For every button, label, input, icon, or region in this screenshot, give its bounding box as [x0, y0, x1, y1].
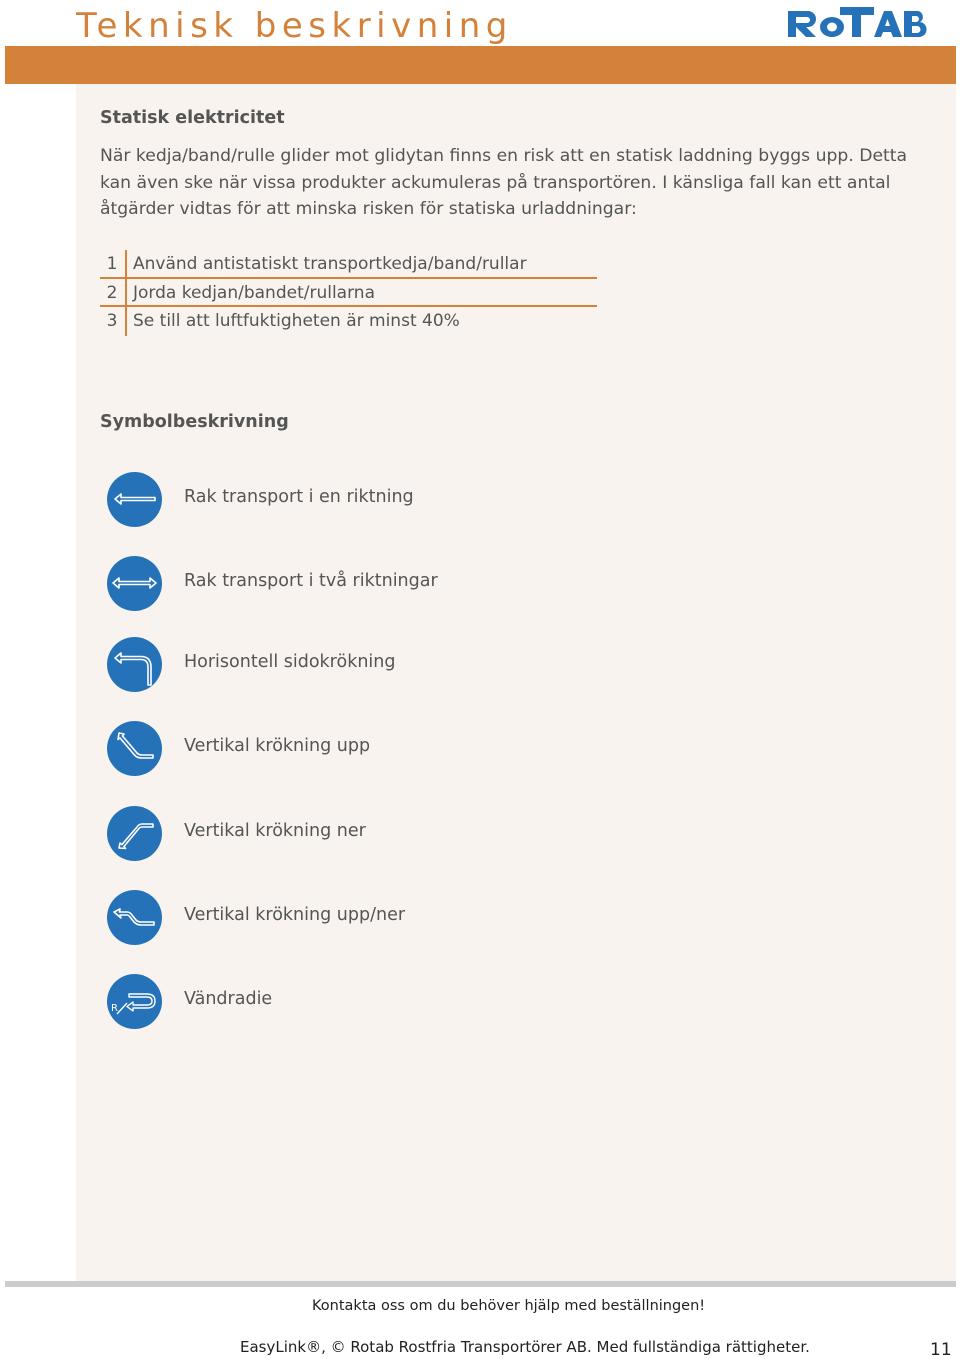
symbol-row — [107, 890, 807, 946]
symbol-label: Vertikal krökning ner — [184, 821, 366, 841]
symbol-label: Rak transport i två riktningar — [184, 571, 438, 591]
logo-text: ROTAB — [788, 5, 792, 6]
straight-one-way-icon — [107, 472, 162, 527]
static-electricity-heading: Statisk elektricitet — [100, 108, 285, 128]
step-text: Jorda kedjan/bandet/rullarna — [133, 282, 375, 303]
footer-copyright: EasyLink®, © Rotab Rostfria Transportörer AB. Med fullständiga rättigheter. — [240, 1338, 810, 1356]
footer-divider — [5, 1281, 956, 1287]
step-divider — [125, 250, 127, 277]
symbols-heading: Symbolbeskrivning — [100, 412, 289, 432]
rotab-logo — [788, 5, 933, 39]
symbol-row — [107, 472, 807, 528]
horizontal-curve-icon — [107, 637, 162, 692]
symbol-label: Vändradie — [184, 989, 273, 1009]
symbol-row — [107, 556, 807, 612]
symbol-row — [107, 721, 807, 777]
step-item — [100, 250, 597, 279]
step-item — [100, 279, 597, 308]
header-bar — [5, 46, 956, 84]
step-item — [100, 307, 597, 336]
symbol-label: Rak transport i en riktning — [184, 487, 414, 507]
step-number: 1 — [106, 254, 118, 274]
page-number: 11 — [930, 1340, 952, 1359]
symbol-label: Vertikal krökning upp/ner — [184, 905, 406, 925]
step-text: Använd antistatiskt transportkedja/band/rullar — [133, 254, 527, 274]
straight-two-way-icon — [107, 556, 162, 611]
step-number: 3 — [106, 311, 118, 331]
radius-glyph: R — [111, 1003, 118, 1014]
turn-radius-icon — [107, 974, 162, 1029]
footer-contact: Kontakta oss om du behöver hjälp med beställningen! — [312, 1298, 706, 1314]
page-title: Teknisk beskrivning — [76, 6, 513, 46]
symbol-label: Horisontell sidokrökning — [184, 652, 396, 672]
step-divider — [125, 307, 127, 336]
symbol-row — [107, 974, 807, 1030]
vertical-curve-up-icon — [107, 721, 162, 776]
steps-list — [100, 250, 597, 336]
symbol-label: Vertikal krökning upp — [184, 736, 371, 756]
symbol-row — [107, 806, 807, 862]
step-number: 2 — [106, 282, 118, 303]
vertical-curve-down-icon — [107, 806, 162, 861]
vertical-curve-up-down-icon — [107, 890, 162, 945]
symbol-row — [107, 637, 807, 693]
step-divider — [125, 279, 127, 306]
static-electricity-paragraph: När kedja/band/rulle glider mot glidytan finns en risk att en statisk laddning byggs upp. Detta kan även ske när vissa produkter ackumuleras på transportören. I känsliga fall kan ett antal åtgärder vidtas för att minska risken för statiska urladdningar: — [100, 146, 908, 219]
step-text: Se till att luftfuktigheten är minst 40% — [133, 311, 460, 331]
